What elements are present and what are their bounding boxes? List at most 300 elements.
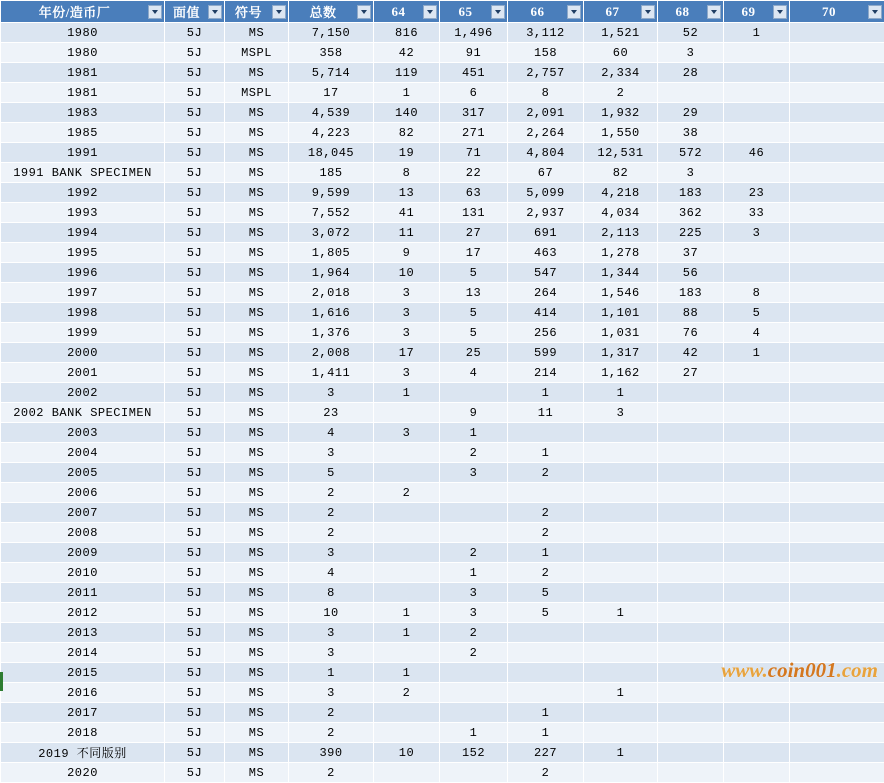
cell-r25-c10[interactable] — [790, 523, 884, 543]
cell-r3-c5[interactable]: 6 — [440, 83, 508, 103]
cell-r17-c9[interactable] — [724, 363, 790, 383]
cell-r4-c5[interactable]: 317 — [440, 103, 508, 123]
cell-r34-c1[interactable]: 5J — [165, 703, 225, 723]
cell-r14-c10[interactable] — [790, 303, 884, 323]
cell-r7-c8[interactable]: 3 — [658, 163, 724, 183]
cell-r21-c5[interactable]: 2 — [440, 443, 508, 463]
cell-r6-c1[interactable]: 5J — [165, 143, 225, 163]
cell-r12-c8[interactable]: 56 — [658, 263, 724, 283]
cell-r16-c3[interactable]: 2,008 — [289, 343, 374, 363]
cell-r2-c5[interactable]: 451 — [440, 63, 508, 83]
cell-r27-c5[interactable]: 1 — [440, 563, 508, 583]
cell-r4-c0[interactable]: 1983 — [1, 103, 165, 123]
cell-r9-c2[interactable]: MS — [225, 203, 289, 223]
cell-r16-c7[interactable]: 1,317 — [584, 343, 658, 363]
cell-r2-c1[interactable]: 5J — [165, 63, 225, 83]
cell-r17-c8[interactable]: 27 — [658, 363, 724, 383]
cell-r20-c4[interactable]: 3 — [374, 423, 440, 443]
table-row[interactable] — [1, 203, 884, 223]
cell-r14-c5[interactable]: 5 — [440, 303, 508, 323]
cell-r21-c3[interactable]: 3 — [289, 443, 374, 463]
cell-r13-c0[interactable]: 1997 — [1, 283, 165, 303]
cell-r8-c4[interactable]: 13 — [374, 183, 440, 203]
cell-r19-c4[interactable] — [374, 403, 440, 423]
cell-r0-c2[interactable]: MS — [225, 23, 289, 43]
cell-r14-c3[interactable]: 1,616 — [289, 303, 374, 323]
filter-dropdown-icon[interactable] — [272, 5, 286, 19]
cell-r4-c3[interactable]: 4,539 — [289, 103, 374, 123]
cell-r7-c2[interactable]: MS — [225, 163, 289, 183]
cell-r12-c7[interactable]: 1,344 — [584, 263, 658, 283]
cell-r8-c0[interactable]: 1992 — [1, 183, 165, 203]
cell-r1-c9[interactable] — [724, 43, 790, 63]
cell-r1-c0[interactable]: 1980 — [1, 43, 165, 63]
cell-r18-c10[interactable] — [790, 383, 884, 403]
cell-r37-c10[interactable] — [790, 763, 884, 783]
table-row[interactable] — [1, 383, 884, 403]
cell-r17-c6[interactable]: 214 — [508, 363, 584, 383]
cell-r12-c6[interactable]: 547 — [508, 263, 584, 283]
cell-r28-c0[interactable]: 2011 — [1, 583, 165, 603]
cell-r24-c3[interactable]: 2 — [289, 503, 374, 523]
cell-r36-c0[interactable]: 2019 不同版别 — [1, 743, 165, 763]
cell-r29-c5[interactable]: 3 — [440, 603, 508, 623]
table-row[interactable] — [1, 683, 884, 703]
cell-r24-c8[interactable] — [658, 503, 724, 523]
cell-r28-c8[interactable] — [658, 583, 724, 603]
cell-r36-c9[interactable] — [724, 743, 790, 763]
cell-r34-c7[interactable] — [584, 703, 658, 723]
column-header-9[interactable] — [724, 1, 790, 23]
cell-r26-c8[interactable] — [658, 543, 724, 563]
cell-r23-c4[interactable]: 2 — [374, 483, 440, 503]
cell-r32-c4[interactable]: 1 — [374, 663, 440, 683]
cell-r13-c1[interactable]: 5J — [165, 283, 225, 303]
cell-r20-c3[interactable]: 4 — [289, 423, 374, 443]
table-row[interactable] — [1, 163, 884, 183]
cell-r1-c7[interactable]: 60 — [584, 43, 658, 63]
cell-r15-c4[interactable]: 3 — [374, 323, 440, 343]
cell-r28-c4[interactable] — [374, 583, 440, 603]
cell-r18-c1[interactable]: 5J — [165, 383, 225, 403]
cell-r5-c4[interactable]: 82 — [374, 123, 440, 143]
cell-r15-c8[interactable]: 76 — [658, 323, 724, 343]
cell-r20-c9[interactable] — [724, 423, 790, 443]
cell-r0-c8[interactable]: 52 — [658, 23, 724, 43]
cell-r11-c4[interactable]: 9 — [374, 243, 440, 263]
cell-r20-c7[interactable] — [584, 423, 658, 443]
cell-r26-c2[interactable]: MS — [225, 543, 289, 563]
table-row[interactable] — [1, 483, 884, 503]
cell-r19-c1[interactable]: 5J — [165, 403, 225, 423]
table-row[interactable] — [1, 763, 884, 783]
cell-r36-c6[interactable]: 227 — [508, 743, 584, 763]
cell-r5-c8[interactable]: 38 — [658, 123, 724, 143]
cell-r9-c8[interactable]: 362 — [658, 203, 724, 223]
cell-r34-c4[interactable] — [374, 703, 440, 723]
cell-r13-c8[interactable]: 183 — [658, 283, 724, 303]
cell-r8-c3[interactable]: 9,599 — [289, 183, 374, 203]
cell-r35-c10[interactable] — [790, 723, 884, 743]
table-row[interactable] — [1, 43, 884, 63]
cell-r25-c5[interactable] — [440, 523, 508, 543]
cell-r25-c7[interactable] — [584, 523, 658, 543]
cell-r23-c7[interactable] — [584, 483, 658, 503]
column-header-10[interactable] — [790, 1, 884, 23]
cell-r28-c9[interactable] — [724, 583, 790, 603]
cell-r6-c4[interactable]: 19 — [374, 143, 440, 163]
cell-r19-c6[interactable]: 11 — [508, 403, 584, 423]
cell-r12-c10[interactable] — [790, 263, 884, 283]
cell-r30-c5[interactable]: 2 — [440, 623, 508, 643]
cell-r37-c1[interactable]: 5J — [165, 763, 225, 783]
cell-r18-c6[interactable]: 1 — [508, 383, 584, 403]
cell-r12-c3[interactable]: 1,964 — [289, 263, 374, 283]
cell-r19-c9[interactable] — [724, 403, 790, 423]
cell-r30-c7[interactable] — [584, 623, 658, 643]
cell-r10-c1[interactable]: 5J — [165, 223, 225, 243]
cell-r35-c0[interactable]: 2018 — [1, 723, 165, 743]
filter-dropdown-icon[interactable] — [208, 5, 222, 19]
cell-r24-c7[interactable] — [584, 503, 658, 523]
cell-r24-c0[interactable]: 2007 — [1, 503, 165, 523]
cell-r26-c4[interactable] — [374, 543, 440, 563]
table-row[interactable] — [1, 363, 884, 383]
cell-r8-c5[interactable]: 63 — [440, 183, 508, 203]
cell-r34-c2[interactable]: MS — [225, 703, 289, 723]
cell-r0-c9[interactable]: 1 — [724, 23, 790, 43]
cell-r5-c10[interactable] — [790, 123, 884, 143]
cell-r33-c2[interactable]: MS — [225, 683, 289, 703]
table-row[interactable] — [1, 23, 884, 43]
cell-r7-c7[interactable]: 82 — [584, 163, 658, 183]
column-header-0[interactable] — [1, 1, 165, 23]
cell-r16-c5[interactable]: 25 — [440, 343, 508, 363]
cell-r27-c6[interactable]: 2 — [508, 563, 584, 583]
cell-r4-c6[interactable]: 2,091 — [508, 103, 584, 123]
cell-r23-c5[interactable] — [440, 483, 508, 503]
cell-r21-c6[interactable]: 1 — [508, 443, 584, 463]
cell-r11-c7[interactable]: 1,278 — [584, 243, 658, 263]
cell-r23-c1[interactable]: 5J — [165, 483, 225, 503]
cell-r18-c3[interactable]: 3 — [289, 383, 374, 403]
cell-r28-c2[interactable]: MS — [225, 583, 289, 603]
cell-r22-c9[interactable] — [724, 463, 790, 483]
cell-r22-c5[interactable]: 3 — [440, 463, 508, 483]
cell-r27-c3[interactable]: 4 — [289, 563, 374, 583]
cell-r14-c1[interactable]: 5J — [165, 303, 225, 323]
cell-r37-c5[interactable] — [440, 763, 508, 783]
cell-r15-c10[interactable] — [790, 323, 884, 343]
cell-r31-c0[interactable]: 2014 — [1, 643, 165, 663]
cell-r9-c10[interactable] — [790, 203, 884, 223]
cell-r1-c5[interactable]: 91 — [440, 43, 508, 63]
cell-r15-c9[interactable]: 4 — [724, 323, 790, 343]
column-header-5[interactable] — [440, 1, 508, 23]
cell-r29-c4[interactable]: 1 — [374, 603, 440, 623]
cell-r21-c8[interactable] — [658, 443, 724, 463]
cell-r31-c8[interactable] — [658, 643, 724, 663]
cell-r17-c5[interactable]: 4 — [440, 363, 508, 383]
table-row[interactable] — [1, 743, 884, 763]
cell-r4-c10[interactable] — [790, 103, 884, 123]
cell-r6-c0[interactable]: 1991 — [1, 143, 165, 163]
table-row[interactable] — [1, 243, 884, 263]
table-row[interactable] — [1, 503, 884, 523]
cell-r5-c7[interactable]: 1,550 — [584, 123, 658, 143]
cell-r7-c9[interactable] — [724, 163, 790, 183]
cell-r22-c3[interactable]: 5 — [289, 463, 374, 483]
cell-r33-c10[interactable] — [790, 683, 884, 703]
cell-r19-c8[interactable] — [658, 403, 724, 423]
cell-r12-c4[interactable]: 10 — [374, 263, 440, 283]
cell-r27-c7[interactable] — [584, 563, 658, 583]
cell-r5-c9[interactable] — [724, 123, 790, 143]
cell-r37-c2[interactable]: MS — [225, 763, 289, 783]
cell-r7-c10[interactable] — [790, 163, 884, 183]
cell-r32-c8[interactable] — [658, 663, 724, 683]
cell-r25-c3[interactable]: 2 — [289, 523, 374, 543]
cell-r32-c6[interactable] — [508, 663, 584, 683]
cell-r11-c6[interactable]: 463 — [508, 243, 584, 263]
cell-r34-c6[interactable]: 1 — [508, 703, 584, 723]
cell-r11-c1[interactable]: 5J — [165, 243, 225, 263]
cell-r0-c7[interactable]: 1,521 — [584, 23, 658, 43]
cell-r14-c4[interactable]: 3 — [374, 303, 440, 323]
cell-r25-c0[interactable]: 2008 — [1, 523, 165, 543]
cell-r18-c5[interactable] — [440, 383, 508, 403]
cell-r8-c8[interactable]: 183 — [658, 183, 724, 203]
table-row[interactable] — [1, 543, 884, 563]
cell-r27-c10[interactable] — [790, 563, 884, 583]
cell-r24-c6[interactable]: 2 — [508, 503, 584, 523]
cell-r2-c9[interactable] — [724, 63, 790, 83]
cell-r3-c1[interactable]: 5J — [165, 83, 225, 103]
cell-r31-c7[interactable] — [584, 643, 658, 663]
cell-r34-c9[interactable] — [724, 703, 790, 723]
cell-r3-c9[interactable] — [724, 83, 790, 103]
table-row[interactable] — [1, 63, 884, 83]
table-row[interactable] — [1, 303, 884, 323]
cell-r7-c5[interactable]: 22 — [440, 163, 508, 183]
cell-r18-c9[interactable] — [724, 383, 790, 403]
cell-r6-c5[interactable]: 71 — [440, 143, 508, 163]
cell-r0-c0[interactable]: 1980 — [1, 23, 165, 43]
cell-r27-c4[interactable] — [374, 563, 440, 583]
cell-r6-c10[interactable] — [790, 143, 884, 163]
cell-r0-c6[interactable]: 3,112 — [508, 23, 584, 43]
cell-r24-c5[interactable] — [440, 503, 508, 523]
cell-r1-c2[interactable]: MSPL — [225, 43, 289, 63]
cell-r5-c0[interactable]: 1985 — [1, 123, 165, 143]
cell-r22-c4[interactable] — [374, 463, 440, 483]
cell-r9-c3[interactable]: 7,552 — [289, 203, 374, 223]
cell-r10-c9[interactable]: 3 — [724, 223, 790, 243]
column-header-1[interactable] — [165, 1, 225, 23]
cell-r0-c3[interactable]: 7,150 — [289, 23, 374, 43]
table-row[interactable] — [1, 83, 884, 103]
cell-r34-c0[interactable]: 2017 — [1, 703, 165, 723]
table-row[interactable] — [1, 443, 884, 463]
cell-r21-c0[interactable]: 2004 — [1, 443, 165, 463]
cell-r10-c4[interactable]: 11 — [374, 223, 440, 243]
cell-r22-c1[interactable]: 5J — [165, 463, 225, 483]
cell-r8-c9[interactable]: 23 — [724, 183, 790, 203]
cell-r6-c2[interactable]: MS — [225, 143, 289, 163]
cell-r34-c10[interactable] — [790, 703, 884, 723]
cell-r31-c9[interactable] — [724, 643, 790, 663]
cell-r13-c2[interactable]: MS — [225, 283, 289, 303]
cell-r33-c1[interactable]: 5J — [165, 683, 225, 703]
cell-r20-c8[interactable] — [658, 423, 724, 443]
filter-dropdown-icon[interactable] — [148, 5, 162, 19]
cell-r9-c4[interactable]: 41 — [374, 203, 440, 223]
cell-r3-c7[interactable]: 2 — [584, 83, 658, 103]
cell-r31-c4[interactable] — [374, 643, 440, 663]
table-row[interactable] — [1, 123, 884, 143]
cell-r36-c4[interactable]: 10 — [374, 743, 440, 763]
cell-r10-c5[interactable]: 27 — [440, 223, 508, 243]
cell-r13-c9[interactable]: 8 — [724, 283, 790, 303]
cell-r16-c0[interactable]: 2000 — [1, 343, 165, 363]
cell-r29-c9[interactable] — [724, 603, 790, 623]
cell-r23-c2[interactable]: MS — [225, 483, 289, 503]
cell-r24-c10[interactable] — [790, 503, 884, 523]
cell-r10-c10[interactable] — [790, 223, 884, 243]
cell-r2-c10[interactable] — [790, 63, 884, 83]
cell-r33-c3[interactable]: 3 — [289, 683, 374, 703]
cell-r31-c5[interactable]: 2 — [440, 643, 508, 663]
cell-r37-c3[interactable]: 2 — [289, 763, 374, 783]
cell-r13-c6[interactable]: 264 — [508, 283, 584, 303]
cell-r35-c6[interactable]: 1 — [508, 723, 584, 743]
cell-r15-c2[interactable]: MS — [225, 323, 289, 343]
table-row[interactable] — [1, 603, 884, 623]
cell-r34-c8[interactable] — [658, 703, 724, 723]
cell-r10-c0[interactable]: 1994 — [1, 223, 165, 243]
cell-r16-c10[interactable] — [790, 343, 884, 363]
cell-r7-c4[interactable]: 8 — [374, 163, 440, 183]
cell-r11-c3[interactable]: 1,805 — [289, 243, 374, 263]
cell-r30-c9[interactable] — [724, 623, 790, 643]
cell-r23-c6[interactable] — [508, 483, 584, 503]
cell-r32-c7[interactable] — [584, 663, 658, 683]
cell-r5-c1[interactable]: 5J — [165, 123, 225, 143]
cell-r19-c5[interactable]: 9 — [440, 403, 508, 423]
table-row[interactable] — [1, 583, 884, 603]
cell-r3-c6[interactable]: 8 — [508, 83, 584, 103]
filter-dropdown-icon[interactable] — [423, 5, 437, 19]
cell-r4-c4[interactable]: 140 — [374, 103, 440, 123]
cell-r28-c7[interactable] — [584, 583, 658, 603]
cell-r2-c3[interactable]: 5,714 — [289, 63, 374, 83]
cell-r2-c7[interactable]: 2,334 — [584, 63, 658, 83]
cell-r11-c2[interactable]: MS — [225, 243, 289, 263]
cell-r12-c1[interactable]: 5J — [165, 263, 225, 283]
cell-r22-c10[interactable] — [790, 463, 884, 483]
cell-r31-c3[interactable]: 3 — [289, 643, 374, 663]
table-row[interactable] — [1, 103, 884, 123]
cell-r14-c2[interactable]: MS — [225, 303, 289, 323]
cell-r30-c3[interactable]: 3 — [289, 623, 374, 643]
cell-r3-c10[interactable] — [790, 83, 884, 103]
cell-r4-c8[interactable]: 29 — [658, 103, 724, 123]
cell-r13-c5[interactable]: 13 — [440, 283, 508, 303]
cell-r2-c2[interactable]: MS — [225, 63, 289, 83]
cell-r23-c0[interactable]: 2006 — [1, 483, 165, 503]
cell-r15-c5[interactable]: 5 — [440, 323, 508, 343]
cell-r17-c2[interactable]: MS — [225, 363, 289, 383]
cell-r23-c8[interactable] — [658, 483, 724, 503]
cell-r24-c9[interactable] — [724, 503, 790, 523]
filter-dropdown-icon[interactable] — [868, 5, 882, 19]
cell-r30-c8[interactable] — [658, 623, 724, 643]
cell-r33-c4[interactable]: 2 — [374, 683, 440, 703]
cell-r28-c5[interactable]: 3 — [440, 583, 508, 603]
cell-r37-c8[interactable] — [658, 763, 724, 783]
cell-r20-c0[interactable]: 2003 — [1, 423, 165, 443]
cell-r29-c0[interactable]: 2012 — [1, 603, 165, 623]
table-row[interactable] — [1, 263, 884, 283]
cell-r13-c3[interactable]: 2,018 — [289, 283, 374, 303]
cell-r37-c6[interactable]: 2 — [508, 763, 584, 783]
cell-r30-c1[interactable]: 5J — [165, 623, 225, 643]
cell-r8-c2[interactable]: MS — [225, 183, 289, 203]
cell-r1-c6[interactable]: 158 — [508, 43, 584, 63]
cell-r21-c9[interactable] — [724, 443, 790, 463]
cell-r33-c0[interactable]: 2016 — [1, 683, 165, 703]
cell-r9-c5[interactable]: 131 — [440, 203, 508, 223]
cell-r25-c2[interactable]: MS — [225, 523, 289, 543]
table-row[interactable] — [1, 403, 884, 423]
table-row[interactable] — [1, 323, 884, 343]
cell-r10-c6[interactable]: 691 — [508, 223, 584, 243]
cell-r27-c2[interactable]: MS — [225, 563, 289, 583]
cell-r1-c1[interactable]: 5J — [165, 43, 225, 63]
cell-r0-c4[interactable]: 816 — [374, 23, 440, 43]
cell-r29-c3[interactable]: 10 — [289, 603, 374, 623]
cell-r29-c1[interactable]: 5J — [165, 603, 225, 623]
cell-r25-c6[interactable]: 2 — [508, 523, 584, 543]
table-row[interactable] — [1, 523, 884, 543]
filter-dropdown-icon[interactable] — [773, 5, 787, 19]
cell-r2-c4[interactable]: 119 — [374, 63, 440, 83]
cell-r0-c5[interactable]: 1,496 — [440, 23, 508, 43]
cell-r18-c7[interactable]: 1 — [584, 383, 658, 403]
cell-r20-c2[interactable]: MS — [225, 423, 289, 443]
cell-r22-c2[interactable]: MS — [225, 463, 289, 483]
cell-r31-c6[interactable] — [508, 643, 584, 663]
cell-r33-c5[interactable] — [440, 683, 508, 703]
cell-r13-c10[interactable] — [790, 283, 884, 303]
cell-r1-c10[interactable] — [790, 43, 884, 63]
cell-r3-c8[interactable] — [658, 83, 724, 103]
cell-r24-c2[interactable]: MS — [225, 503, 289, 523]
table-row[interactable] — [1, 343, 884, 363]
cell-r35-c3[interactable]: 2 — [289, 723, 374, 743]
cell-r36-c10[interactable] — [790, 743, 884, 763]
cell-r35-c9[interactable] — [724, 723, 790, 743]
cell-r6-c6[interactable]: 4,804 — [508, 143, 584, 163]
cell-r29-c6[interactable]: 5 — [508, 603, 584, 623]
cell-r20-c1[interactable]: 5J — [165, 423, 225, 443]
cell-r14-c9[interactable]: 5 — [724, 303, 790, 323]
cell-r32-c2[interactable]: MS — [225, 663, 289, 683]
filter-dropdown-icon[interactable] — [567, 5, 581, 19]
cell-r9-c6[interactable]: 2,937 — [508, 203, 584, 223]
cell-r19-c3[interactable]: 23 — [289, 403, 374, 423]
cell-r30-c6[interactable] — [508, 623, 584, 643]
